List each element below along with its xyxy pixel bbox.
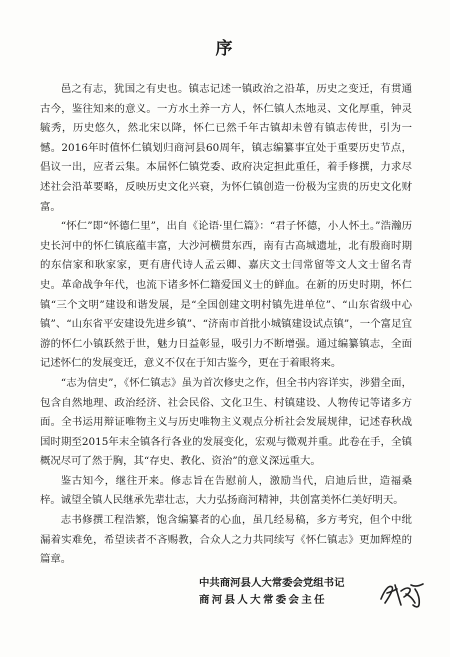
signature-block	[199, 575, 439, 615]
preface-body	[40, 80, 412, 570]
paragraph-2: “怀仁”即“怀德仁里”，出自《论语·里仁篇》：“君子怀德，小人怀土。”浩瀚历史长河中的怀仁镇底蕴丰富，大沙河横贯东西，南有古高城遗址，北有殷商时期的东信家和耿家家，更有唐代诗人孟云卿、嘉庆文士闫常留等文人文士留名青史。革命战争年代，也流下诸多怀仁籍爱国义士的鲜血。在新的历史时期，怀仁镇“三个文明”建设和谐发展，是“全国创建文明村镇先进单位”、“山东省级中心镇”、“山东省平安建设先进乡镇”、“济南市首批小城镇建设试点镇”，一个富足宜游的怀仁小镇跃然于世，魅力日益彰显，吸引力不断增强。通过编纂镇志，全面记述怀仁的发展变迁，意义不仅在于知古鉴今，更在于着眼将来。	[40, 220, 412, 370]
paragraph-5: 志书修撰工程浩繁，饱含编纂者的心血，虽几经易稿，多方考究，但个中纰漏着实难免，希望读者不吝赐教，合众人之力共同续写《怀仁镇志》更加辉煌的篇章。	[40, 514, 412, 566]
signer-title-line-2: 商河县人大常委会主任	[199, 594, 327, 606]
paragraph-4: 鉴古知今，继往开来。修志旨在告慰前人，激励当代，启迪后世，造福桑梓。诚望全镇人民继承先辈壮志，大力弘扬商河精神，共创富美怀仁美好明天。	[40, 474, 412, 507]
page-title: 序	[215, 39, 235, 59]
paragraph-3: “志为信史”，《怀仁镇志》虽为首次修史之作，但全书内容详实，涉猎全面，包含自然地理、政治经济、社会民俗、文化卫生、村镇建设、人物传记等诸多方面。全书运用辩证唯物主义与历史唯物主义观点分析社会发展规律，记述春秋战国时期至2015年末全镇各行各业的发展变化，宏观与微观并重。此卷在手，全镇概况尽可了然于胸，其“存史、教化、资治”的意义深远重大。	[40, 376, 412, 468]
handwritten-signature	[377, 577, 427, 611]
paragraph-1: 邑之有志，犹国之有史也。镇志记述一镇政治之沿革，历史之变迁，有贯通古今，鉴往知来的意义。一方水土养一方人，怀仁镇人杰地灵、文化厚重，钟灵毓秀，历史悠久，然北宋以降，怀仁已然千年古镇却未曾有镇志传世，引为一憾。2016年时值怀仁镇划归商河县60周年，镇志编纂事宜处于重要历史节点，倡议一出，应者云集。本届怀仁镇党委、政府决定担此重任，着手修撰，力求尽述社会沿革要略，反映历史文化兴衰，为怀仁镇创造一份极为宝贵的历史文化财富。	[40, 83, 412, 213]
signer-titles	[199, 575, 344, 609]
signer-title-line-1: 中共商河县人大常委会党组书记	[199, 577, 345, 589]
